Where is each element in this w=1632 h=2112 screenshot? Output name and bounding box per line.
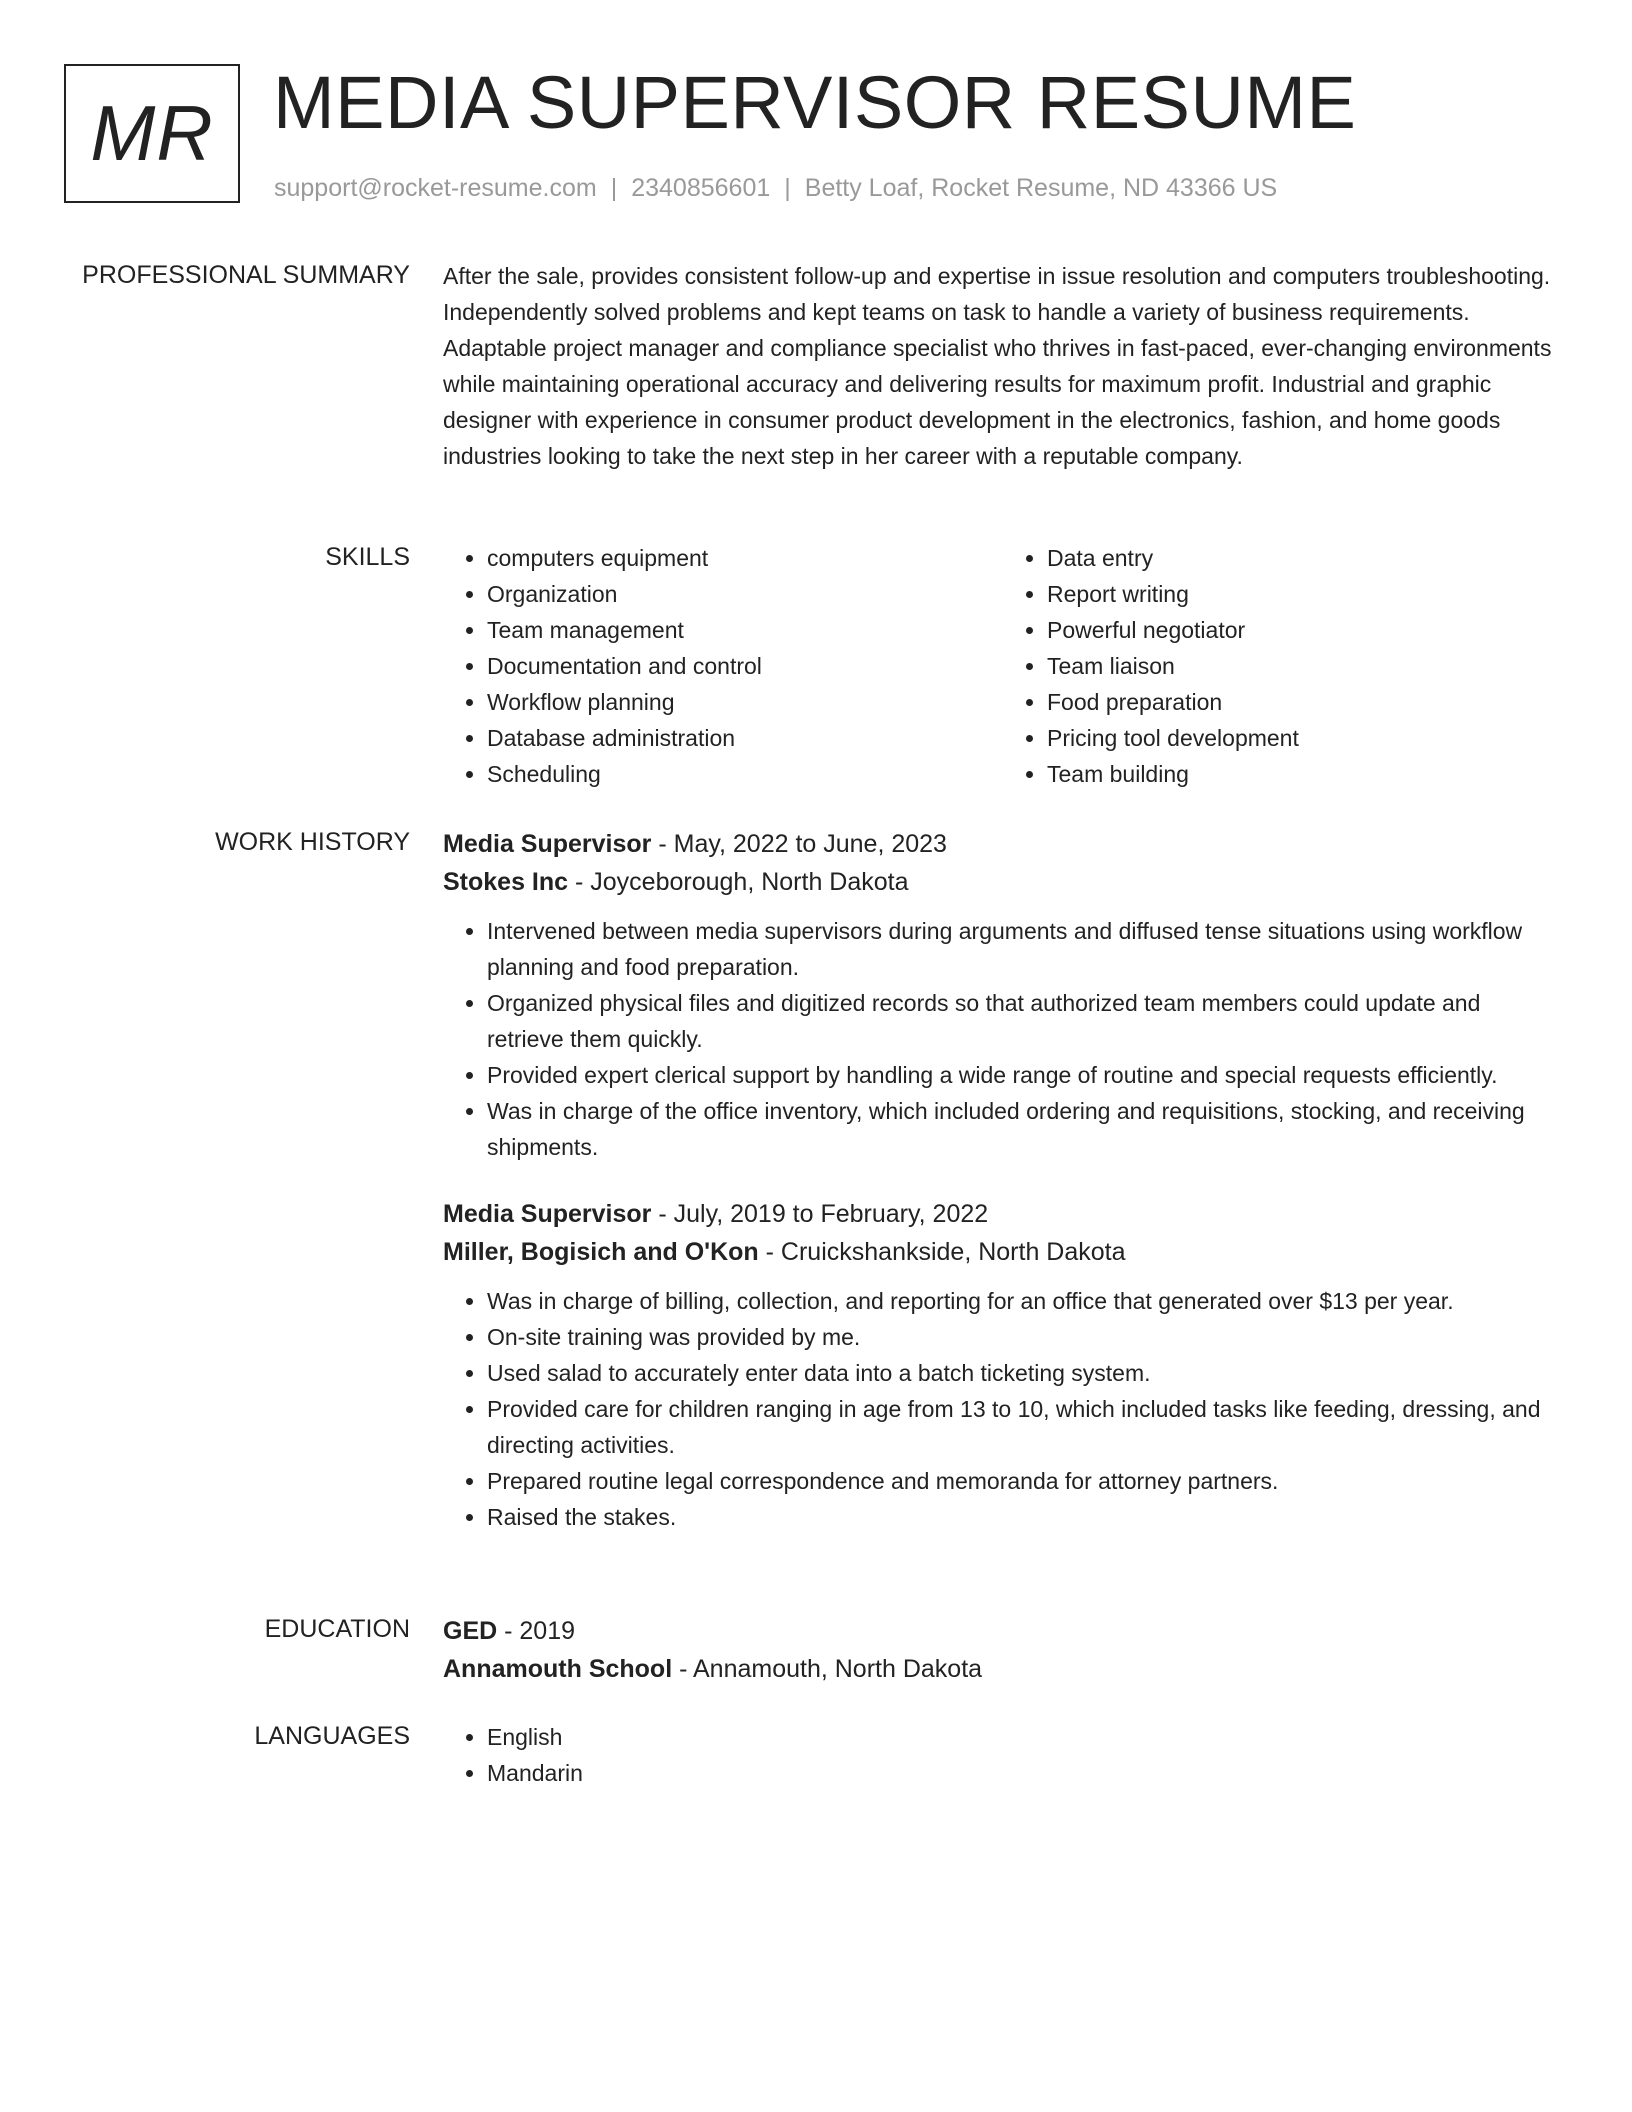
skill-item: • Pricing tool development [1047, 720, 1563, 756]
section-label-languages: LANGUAGES [254, 1722, 410, 1750]
job-company: Stokes Inc [443, 868, 569, 896]
job-entry [443, 1195, 1563, 1535]
job-bullet: • Intervened between media supervisors during arguments and diffused tense situations using workflow planning and food preparation. [487, 913, 1563, 985]
job-bullet: • Prepared routine legal correspondence and memoranda for attorney partners. [487, 1463, 1563, 1499]
resume-title: MEDIA SUPERVISOR RESUME [273, 61, 1357, 144]
job-bullet: • On-site training was provided by me. [487, 1319, 1563, 1355]
section-label-education: EDUCATION [264, 1615, 410, 1643]
skill-item: • Report writing [1047, 576, 1563, 612]
education-body [443, 1612, 1563, 1688]
language-item: • Mandarin [487, 1755, 1563, 1791]
education-year: - 2019 [497, 1617, 576, 1645]
education-degree: GED [443, 1617, 498, 1645]
section-label-skills: SKILLS [325, 543, 410, 571]
skill-item: • Documentation and control [487, 648, 1003, 684]
languages-list [443, 1719, 1563, 1791]
job-bullet: • Raised the stakes. [487, 1499, 1563, 1535]
job-bullet: • Provided care for children ranging in age from 13 to 10, which included tasks like feeding, dressing, and directing activities. [487, 1391, 1563, 1463]
summary-body [443, 258, 1563, 474]
contact-phone[interactable]: 2340856601 [631, 174, 771, 202]
contact-email[interactable]: support@rocket-resume.com [274, 174, 597, 202]
section-label-work-history: WORK HISTORY [215, 828, 410, 856]
job-dates: - July, 2019 to February, 2022 [651, 1200, 989, 1228]
skill-item: • Scheduling [487, 756, 1003, 792]
skill-item: • Database administration [487, 720, 1003, 756]
skill-item: • Data entry [1047, 540, 1563, 576]
job-bullet: • Provided expert clerical support by handling a wide range of routine and special requests efficiently. [487, 1057, 1563, 1093]
contact-address: Betty Loaf, Rocket Resume, ND 43366 US [804, 174, 1278, 202]
skill-item: • computers equipment [487, 540, 1003, 576]
job-dates: - May, 2022 to June, 2023 [651, 830, 947, 858]
skill-item: • Food preparation [1047, 684, 1563, 720]
job-title-line [443, 825, 1563, 863]
job-bullets [443, 1283, 1563, 1535]
skills-body [443, 540, 1563, 792]
education-school: Annamouth School [443, 1655, 673, 1683]
job-title: Media Supervisor [443, 830, 652, 858]
resume-header [64, 61, 1584, 214]
job-company: Miller, Bogisich and O'Kon [443, 1238, 759, 1266]
job-bullet: • Used salad to accurately enter data into a batch ticketing system. [487, 1355, 1563, 1391]
job-bullets [443, 913, 1563, 1165]
job-bullet: • Was in charge of the office inventory, which included ordering and requisitions, stocking, and receiving shipments. [487, 1093, 1563, 1165]
contact-separator: | [784, 174, 791, 202]
job-location: - Cruickshankside, North Dakota [758, 1238, 1126, 1266]
job-title-line [443, 1195, 1563, 1233]
work-history-body [443, 825, 1563, 1535]
job-title: Media Supervisor [443, 1200, 652, 1228]
skill-item: • Workflow planning [487, 684, 1003, 720]
contact-line [274, 174, 1277, 203]
skill-item: • Team building [1047, 756, 1563, 792]
job-entry [443, 825, 1563, 1165]
contact-separator: | [610, 174, 618, 202]
job-location: - Joyceborough, North Dakota [568, 868, 909, 896]
skill-item: • Team management [487, 612, 1003, 648]
job-bullet: • Was in charge of billing, collection, and reporting for an office that generated over $13 per year. [487, 1283, 1563, 1319]
job-company-line [443, 1233, 1563, 1271]
job-company-line [443, 863, 1563, 901]
education-location: - Annamouth, North Dakota [672, 1655, 983, 1683]
summary-text: After the sale, provides consistent follow-up and expertise in issue resolution and computers troubleshooting. Independently solved problems and kept teams on task to handle a variety of business requirements. Adaptable project manager and compliance specialist who thrives in fast-paced, ever-changing environments while maintaining operational accuracy and delivering results for maximum profit. Industrial and graphic designer with experience in consumer product development in the electronics, fashion, and home goods industries looking to take the next step in her career with a reputable company. [443, 263, 1552, 469]
language-item: • English [487, 1719, 1563, 1755]
education-degree-line [443, 1612, 1563, 1650]
monogram-badge: MR [64, 64, 240, 203]
skill-item: • Powerful negotiator [1047, 612, 1563, 648]
languages-body [443, 1719, 1563, 1791]
section-label-summary: PROFESSIONAL SUMMARY [82, 261, 410, 289]
skill-item: • Team liaison [1047, 648, 1563, 684]
job-bullet: • Organized physical files and digitized records so that authorized team members could update and retrieve them quickly. [487, 985, 1563, 1057]
skills-list-right [1003, 540, 1563, 792]
skills-list-left [443, 540, 1003, 792]
education-school-line [443, 1650, 1563, 1688]
skill-item: • Organization [487, 576, 1003, 612]
